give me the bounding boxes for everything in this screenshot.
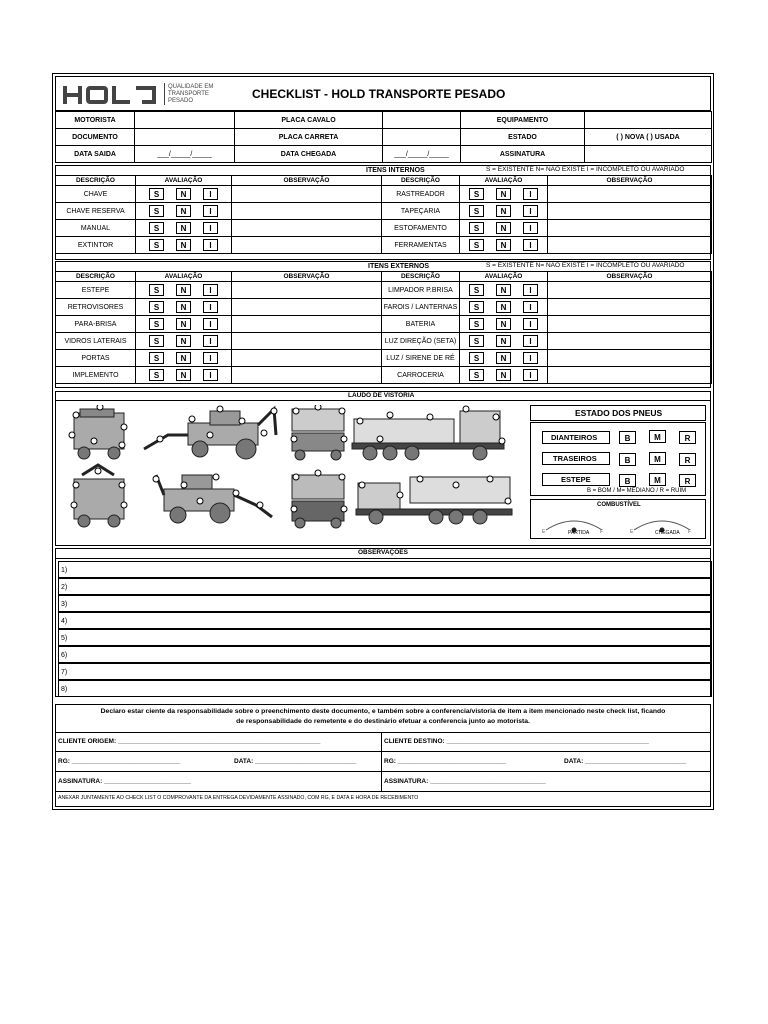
data-chegada-label: DATA CHEGADA [235,146,383,163]
externos-right-2-avaliacao [460,316,548,333]
dianteiros-m[interactable]: M [649,430,666,443]
col-observacao: OBSERVAÇÃO [232,272,382,282]
externos-right-4-n-box[interactable]: N [496,352,511,364]
item-observacao-field[interactable] [548,282,712,299]
table-row [56,350,712,367]
externos-section [55,261,711,388]
internos-right-3-s-box[interactable]: S [469,239,484,251]
header-bar [55,76,711,111]
externos-right-2-n-box[interactable]: N [496,318,511,330]
observacao-line[interactable] [58,629,712,646]
externos-right-2-s-box[interactable]: S [469,318,484,330]
declaration-line-1: Declaro estar ciente da responsabilidade sobre o preenchimento deste documento, e também sobre a conferencia/vistoria de item a item mencionado neste check list, ficando [100,708,666,715]
externos-right-0-avaliacao [460,282,548,299]
data-saida-field[interactable]: ___/_____/_____ [135,146,235,163]
internos-right-0-n-box[interactable]: N [496,188,511,200]
pneus-title: ESTADO DOS PNEUS [575,408,663,418]
externos-left-2-s-box[interactable]: S [149,318,164,330]
placa-carreta-label: PLACA CARRETA [235,129,383,146]
internos-right-2-i-box[interactable]: I [523,222,538,234]
svg-text:E: E [630,529,634,535]
item-descricao: TAPEÇARIA [382,203,460,220]
footer-divider-h3 [56,771,710,772]
item-descricao: PARA-BRISA [56,316,136,333]
pneus-panel [530,422,706,496]
estepe-m[interactable]: M [649,473,666,486]
item-observacao-field[interactable] [548,237,712,254]
externos-left-2-n-box[interactable]: N [176,318,191,330]
pneus-legend: B = BOM / M= MEDIANO / R = RUIM [587,488,687,494]
externos-left-4-s-box[interactable]: S [149,352,164,364]
observacao-line-number: 3) [61,601,68,608]
item-descricao: CARROCERIA [382,367,460,384]
table-row [56,316,712,333]
partida-label: PARTIDA [568,530,590,536]
table-row [56,282,712,299]
dianteiros-r[interactable]: R [679,431,696,444]
rg-right[interactable]: RG: ______________________________ [384,758,507,765]
internos-left-1-avaliacao [136,203,232,220]
observacao-line[interactable] [58,561,712,578]
externos-right-5-s-box[interactable]: S [469,369,484,381]
internos-right-3-n-box[interactable]: N [496,239,511,251]
cliente-destino[interactable]: CLIENTE DESTINO: ________________________________________________________ [384,738,649,745]
documento-label: DOCUMENTO [56,129,135,146]
footer-note: ANEXAR JUNTAMENTE AO CHECK LIST O COMPROVANTE DA ENTREGA DEVIDAMENTE ASSINADO, COM RG, E DATA E HORA DE RECEBIMENTO [58,795,419,801]
externos-left-2-avaliacao [136,316,232,333]
pneu-dianteiros-label: DIANTEIROS [542,431,610,444]
externos-left-0-s-box[interactable]: S [149,284,164,296]
item-observacao-field[interactable] [548,367,712,384]
externos-right-3-n-box[interactable]: N [496,335,511,347]
documento-field[interactable] [135,129,235,146]
item-descricao: CHAVE [56,186,136,203]
externos-right-1-n-box[interactable]: N [496,301,511,313]
externos-right-5-n-box[interactable]: N [496,369,511,381]
placa-carreta-field[interactable] [383,129,461,146]
item-observacao-field[interactable] [232,186,382,203]
observacao-line[interactable] [58,663,712,680]
item-descricao: EXTINTOR [56,237,136,254]
observacao-line[interactable] [58,578,712,595]
combustivel-title: COMBUSTÍVEL [597,502,641,508]
table-row [56,186,712,203]
footer-divider-h2 [56,751,710,752]
table-row [56,203,712,220]
col-observacao: OBSERVAÇÃO [232,176,382,186]
footer-section [55,704,711,807]
traseiros-m[interactable]: M [649,452,666,465]
internos-left-3-n-box[interactable]: N [176,239,191,251]
externos-left-0-avaliacao [136,282,232,299]
internos-right-2-s-box[interactable]: S [469,222,484,234]
logo-tagline-2: TRANSPORTE [168,91,209,97]
externos-right-0-i-box[interactable]: I [523,284,538,296]
externos-left-3-n-box[interactable]: N [176,335,191,347]
externos-left-1-s-box[interactable]: S [149,301,164,313]
internos-left-2-n-box[interactable]: N [176,222,191,234]
item-observacao-field[interactable] [548,350,712,367]
laudo-section [55,391,711,546]
internos-left-2-s-box[interactable]: S [149,222,164,234]
internos-right-2-n-box[interactable]: N [496,222,511,234]
page-title: CHECKLIST - HOLD TRANSPORTE PESADO [252,87,506,101]
rg-left[interactable]: RG: ______________________________ [58,758,181,765]
externos-left-0-i-box[interactable]: I [203,284,218,296]
internos-title: ITENS INTERNOS [366,167,425,174]
col-avaliacao: AVALIAÇÃO [460,176,548,186]
col-avaliacao: AVALIAÇÃO [136,176,232,186]
externos-right-3-s-box[interactable]: S [469,335,484,347]
footer-divider-h4 [56,791,710,792]
externos-left-1-i-box[interactable]: I [203,301,218,313]
externos-right-3-avaliacao [460,333,548,350]
svg-text:F: F [688,529,692,535]
internos-right-0-avaliacao [460,186,548,203]
item-descricao: RETROVISORES [56,299,136,316]
externos-left-5-i-box[interactable]: I [203,369,218,381]
data-saida-label: DATA SAIDA [56,146,135,163]
table-row [56,367,712,384]
estepe-b[interactable]: B [619,474,636,487]
internos-right-3-avaliacao [460,237,548,254]
externos-left-5-s-box[interactable]: S [149,369,164,381]
data-left[interactable]: DATA: ____________________________ [234,758,357,765]
item-observacao-field[interactable] [548,203,712,220]
placa-cavalo-label: PLACA CAVALO [235,112,383,129]
internos-left-2-i-box[interactable]: I [203,222,218,234]
internos-left-1-s-box[interactable]: S [149,205,164,217]
externos-right-1-s-box[interactable]: S [469,301,484,313]
logo-divider [164,83,165,105]
externos-left-1-avaliacao [136,299,232,316]
combustivel-panel [530,499,706,539]
externos-left-4-avaliacao [136,350,232,367]
hold-logo [62,84,162,106]
internos-right-1-s-box[interactable]: S [469,205,484,217]
internos-left-1-n-box[interactable]: N [176,205,191,217]
col-descricao: DESCRIÇÃO [56,272,136,282]
internos-left-0-avaliacao [136,186,232,203]
item-descricao: LUZ / SIRENE DE RÉ [382,350,460,367]
internos-right-1-i-box[interactable]: I [523,205,538,217]
observacao-line[interactable] [58,646,712,663]
externos-left-4-n-box[interactable]: N [176,352,191,364]
vehicle-diagrams [60,405,525,540]
observacao-line-number: 5) [61,635,68,642]
observacoes-section [55,548,711,697]
internos-right-1-avaliacao [460,203,548,220]
observacao-line-number: 4) [61,618,68,625]
externos-left-3-s-box[interactable]: S [149,335,164,347]
internos-left-0-i-box[interactable]: I [203,188,218,200]
item-observacao-field[interactable] [232,203,382,220]
externos-left-2-i-box[interactable]: I [203,318,218,330]
externos-left-5-n-box[interactable]: N [176,369,191,381]
externos-title: ITENS EXTERNOS [368,263,430,270]
item-descricao: FAROIS / LANTERNAS [382,299,460,316]
internos-left-0-s-box[interactable]: S [149,188,164,200]
motorista-label: MOTORISTA [56,112,135,129]
item-observacao-field[interactable] [548,220,712,237]
placa-cavalo-field[interactable] [383,112,461,129]
internos-right-2-avaliacao [460,220,548,237]
observacao-line-number: 8) [61,686,68,693]
chegada-label: CHEGADA [655,530,680,536]
svg-text:E: E [542,529,546,535]
externos-right-3-i-box[interactable]: I [523,335,538,347]
externos-right-1-avaliacao [460,299,548,316]
externos-right-1-i-box[interactable]: I [523,301,538,313]
data-chegada-field[interactable]: ___/_____/_____ [383,146,461,163]
internos-section [55,165,711,260]
observacao-line[interactable] [58,612,712,629]
traseiros-r[interactable]: R [679,453,696,466]
col-descricao: DESCRIÇÃO [56,176,136,186]
col-observacao: OBSERVAÇÃO [548,176,712,186]
item-descricao: VIDROS LATERAIS [56,333,136,350]
item-descricao: ESTOFAMENTO [382,220,460,237]
cliente-origem[interactable]: CLIENTE ORIGEM: ________________________________________________________ [58,738,321,745]
observacao-line-number: 1) [61,567,68,574]
footer-divider-v [381,732,382,792]
assinatura-right[interactable]: ASSINATURA: ________________________________ [384,778,546,785]
estepe-r[interactable]: R [679,474,696,487]
laudo-title: LAUDO DE VISTORIA [348,392,415,399]
internos-left-3-s-box[interactable]: S [149,239,164,251]
externos-right-0-n-box[interactable]: N [496,284,511,296]
externos-right-4-s-box[interactable]: S [469,352,484,364]
traseiros-b[interactable]: B [619,453,636,466]
internos-right-3-i-box[interactable]: I [523,239,538,251]
svg-text:F: F [600,529,604,535]
footer-divider-h1 [56,732,710,733]
externos-right-5-i-box[interactable]: I [523,369,538,381]
item-observacao-field[interactable] [232,220,382,237]
internos-left-3-avaliacao [136,237,232,254]
externos-left-0-n-box[interactable]: N [176,284,191,296]
item-observacao-field[interactable] [548,333,712,350]
item-observacao-field[interactable] [232,299,382,316]
observacao-line[interactable] [58,595,712,612]
logo-tagline-1: QUALIDADE EM [168,84,214,90]
equipamento-label: EQUIPAMENTO [461,112,585,129]
table-row [56,220,712,237]
estado-label: ESTADO [461,129,585,146]
col-avaliacao: AVALIAÇÃO [460,272,548,282]
item-descricao: BATERIA [382,316,460,333]
externos-left-4-i-box[interactable]: I [203,352,218,364]
assinatura-label: ASSINATURA [461,146,585,163]
item-observacao-field[interactable] [232,237,382,254]
logo-tagline-3: PESADO [168,98,194,104]
internos-table [55,175,712,254]
assinatura-field[interactable] [585,146,712,163]
pneu-traseiros-label: TRASEIROS [542,452,610,465]
internos-left-1-i-box[interactable]: I [203,205,218,217]
item-descricao: RASTREADOR [382,186,460,203]
externos-right-2-i-box[interactable]: I [523,318,538,330]
internos-right-0-i-box[interactable]: I [523,188,538,200]
item-observacao-field[interactable] [232,316,382,333]
motorista-field[interactable] [135,112,235,129]
pneu-estepe-label: ESTEPE [542,473,610,486]
observacao-line[interactable] [58,680,712,697]
internos-right-0-s-box[interactable]: S [469,188,484,200]
externos-right-0-s-box[interactable]: S [469,284,484,296]
item-observacao-field[interactable] [232,333,382,350]
equipamento-field[interactable] [585,112,712,129]
item-observacao-field[interactable] [232,350,382,367]
item-observacao-field[interactable] [232,367,382,384]
externos-left-3-avaliacao [136,333,232,350]
info-table [55,111,712,163]
externos-right-4-avaliacao [460,350,548,367]
externos-left-3-i-box[interactable]: I [203,335,218,347]
data-right[interactable]: DATA: ____________________________ [564,758,687,765]
item-descricao: LUZ DIREÇÃO (SETA) [382,333,460,350]
item-descricao: PORTAS [56,350,136,367]
externos-table [55,271,712,384]
internos-left-3-i-box[interactable]: I [203,239,218,251]
item-descricao: FERRAMENTAS [382,237,460,254]
externos-right-4-i-box[interactable]: I [523,352,538,364]
table-row [56,333,712,350]
col-descricao: DESCRIÇÃO [382,176,460,186]
item-descricao: LIMPADOR P.BRISA [382,282,460,299]
dianteiros-b[interactable]: B [619,431,636,444]
col-descricao: DESCRIÇÃO [382,272,460,282]
item-observacao-field[interactable] [232,282,382,299]
externos-left-5-avaliacao [136,367,232,384]
item-observacao-field[interactable] [548,316,712,333]
internos-left-0-n-box[interactable]: N [176,188,191,200]
internos-right-1-n-box[interactable]: N [496,205,511,217]
assinatura-left[interactable]: ASSINATURA: ________________________ [58,778,191,785]
item-observacao-field[interactable] [548,186,712,203]
declaration-line-2: de responsabilidade do remetente e do destinário efetuar a conferencia junto ao motorista. [236,718,530,725]
item-descricao: CHAVE RESERVA [56,203,136,220]
item-descricao: MANUAL [56,220,136,237]
observacoes-title: OBSERVAÇÕES [358,549,408,556]
externos-left-1-n-box[interactable]: N [176,301,191,313]
table-row [56,299,712,316]
externos-right-5-avaliacao [460,367,548,384]
internos-legend: S = EXISTENTE N= NÃO EXISTE I = INCOMPLETO OU AVARIADO [486,166,685,173]
item-descricao: ESTEPE [56,282,136,299]
internos-left-2-avaliacao [136,220,232,237]
estado-options[interactable]: ( ) NOVA ( ) USADA [585,129,712,146]
observacao-line-number: 7) [61,669,68,676]
externos-legend: S = EXISTENTE N= NÃO EXISTE I = INCOMPLETO OU AVARIADO [486,262,685,269]
table-row [56,237,712,254]
col-observacao: OBSERVAÇÃO [548,272,712,282]
pneus-title-box [530,405,706,421]
item-descricao: IMPLEMENTO [56,367,136,384]
observacao-line-number: 6) [61,652,68,659]
checklist-sheet [52,73,714,810]
observacao-line-number: 2) [61,584,68,591]
item-observacao-field[interactable] [548,299,712,316]
col-avaliacao: AVALIAÇÃO [136,272,232,282]
